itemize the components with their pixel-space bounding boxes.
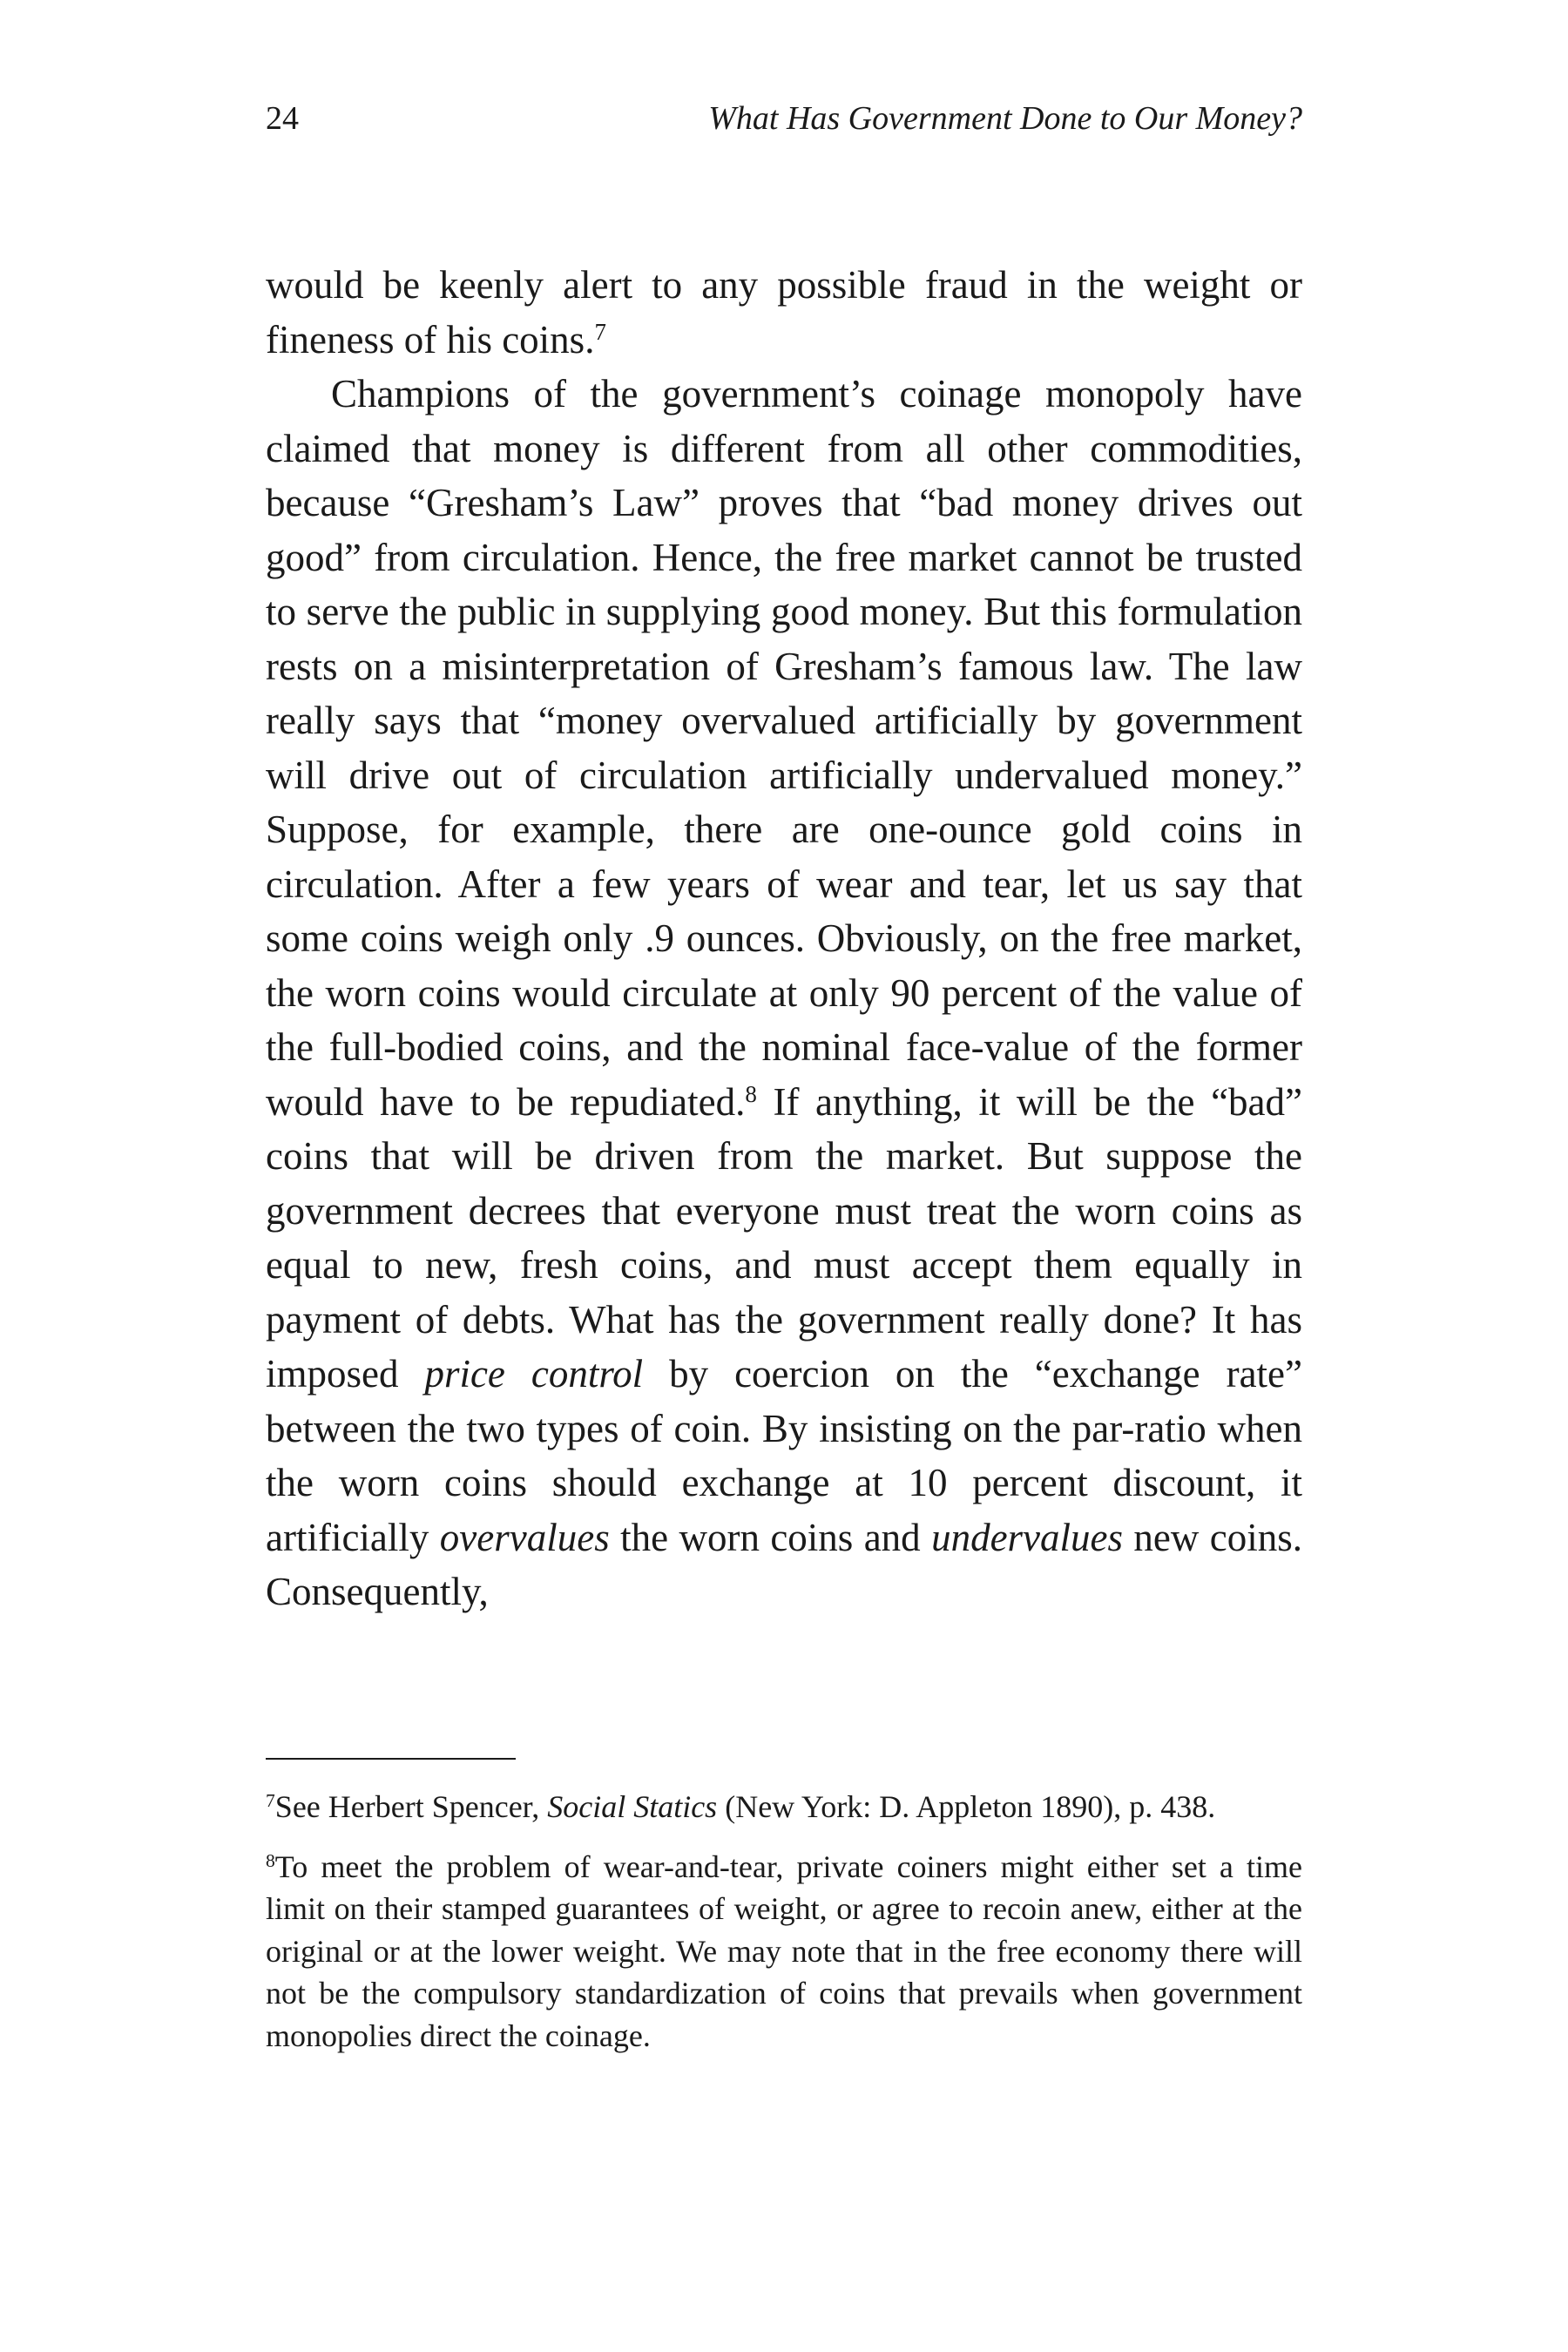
- emphasis-price-control: price control: [424, 1352, 644, 1396]
- running-head: [266, 92, 1302, 145]
- paragraph-greshams-law: [266, 367, 1302, 1619]
- footnote-reference-8: 8: [745, 1080, 757, 1107]
- footnote-7: [266, 1786, 1302, 1828]
- footnote-text: To meet the problem of wear-and-tear, private coiners might either set a time limit on their stamped guarantees of weight, or agree to recoin anew, either at the original or at the lower weight. We may note that in the free economy there will not be the compulsory standardization of coins that prevails when government monopolies direct the coinage.: [266, 1848, 1302, 2053]
- paragraph-text: would be keenly alert to any possible fraud in the weight or fineness of his coins.: [266, 263, 1302, 362]
- paragraph-continued: [266, 258, 1302, 367]
- body-text: [266, 258, 1302, 1619]
- paragraph-text: by coercion on the “exchange rate” between the two types of coin. By insisting on the par-ratio when the worn coins should exchange at 10 percent discount, it artificially: [266, 1352, 1302, 1559]
- paragraph-text: If anything, it will be the “bad” coins that will be driven from the market. But suppose the government decrees that everyone must treat the worn coins as equal to new, fresh coins, and must accept them equally in payment of debts. What has the government really done? It has imposed: [266, 1079, 1302, 1396]
- footnote-text: See Herbert Spencer,: [274, 1789, 548, 1824]
- footnote-number: 8: [266, 1849, 275, 1871]
- emphasis-overvalues: overvalues: [439, 1515, 610, 1559]
- running-title: What Has Government Done to Our Money?: [708, 100, 1302, 137]
- footnote-text: (New York: D. Appleton 1890), p. 438.: [717, 1789, 1216, 1824]
- footnote-number: 7: [266, 1790, 275, 1812]
- paragraph-text: the worn coins and: [609, 1515, 932, 1559]
- footnote-8: [266, 1846, 1302, 2058]
- footnote-book-title: Social Statics: [547, 1789, 718, 1824]
- paragraph-text: Champions of the government’s coinage monopoly have claimed that money is different from all other commodities, because “Gresham’s Law” proves that “bad money drives out good” from circulation. Hence, the free market cannot be trusted to serve the public in supplying good money. But this formulation rests on a misinterpretation of Gresham’s famous law. The law really says that “money overvalued artificially by government will drive out of circulation artificially undervalued money.” Suppose, for example, there are one-ounce gold coins in circulation. After a few years of wear and tear, let us say that some coins weigh only .9 ounces. Obviously, on the free market, the worn coins would circulate at only 90 percent of the value of the full-bodied coins, and the nominal face-value of the former would have to be repudiated.: [266, 372, 1302, 1124]
- footnote-reference-7: 7: [594, 318, 606, 345]
- emphasis-undervalues: undervalues: [931, 1515, 1124, 1559]
- paragraph-text: new coins. Consequently,: [266, 1515, 1302, 1613]
- footnotes: [266, 1786, 1302, 2057]
- footnote-divider: [266, 1758, 516, 1760]
- page-number: 24: [266, 100, 299, 137]
